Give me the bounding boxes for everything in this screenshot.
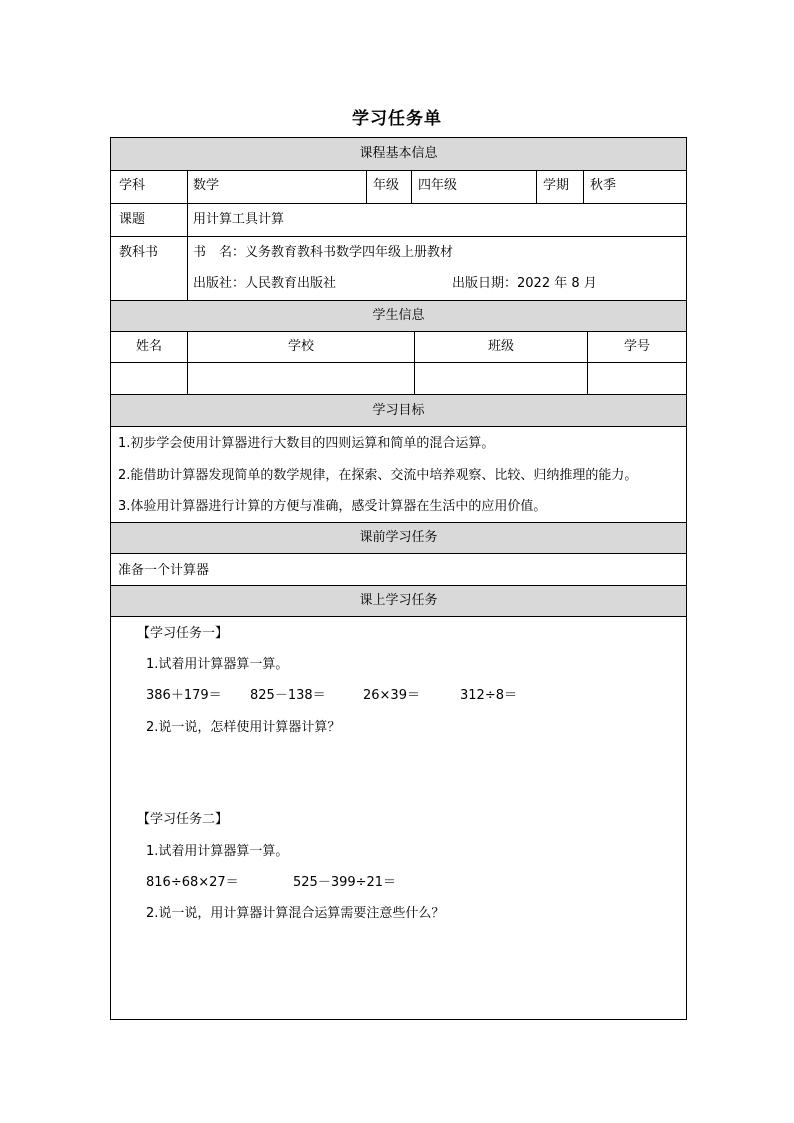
- student-id-input[interactable]: [588, 363, 686, 394]
- subject-label: 学科: [119, 178, 146, 193]
- task2-expression: 816÷68×27＝: [146, 875, 239, 890]
- textbook-label: 教科书: [119, 245, 159, 260]
- task1-question2: 2.说一说，怎样使用计算器计算？: [146, 720, 341, 735]
- goal-item: 2.能借助计算器发现简单的数学规律，在探索、交流中培养观察、比较、归纳推理的能力。: [118, 468, 638, 483]
- pre-task-header: 课前学习任务: [111, 523, 686, 553]
- topic-label: 课题: [119, 212, 146, 227]
- topic-value: 用计算工具计算: [193, 212, 285, 227]
- goal-item: 3.体验用计算器进行计算的方便与准确，感受计算器在生活中的应用价值。: [118, 499, 547, 514]
- publisher: 出版社：人民教育出版社: [193, 276, 337, 291]
- student-name-input[interactable]: [111, 363, 187, 394]
- task2-title: 【学习任务二】: [137, 812, 229, 827]
- task1-expression: 312÷8＝: [460, 688, 517, 703]
- student-school-column: 学校: [287, 339, 314, 354]
- student-class-input[interactable]: [415, 363, 587, 394]
- goal-item: 1.初步学会使用计算器进行大数目的四则运算和简单的混合运算。: [118, 436, 495, 451]
- task1-expression: 26×39＝: [363, 688, 420, 703]
- term-value: 秋季: [590, 178, 617, 193]
- task1-title: 【学习任务一】: [137, 626, 229, 641]
- task1-question1: 1.试着用计算器算一算。: [146, 657, 289, 672]
- pre-task-content: 准备一个计算器: [118, 563, 210, 578]
- grade-value: 四年级: [418, 178, 458, 193]
- student-id-column: 学号: [623, 339, 650, 354]
- student-name-column: 姓名: [135, 339, 162, 354]
- course-info-header: 课程基本信息: [111, 138, 686, 170]
- student-info-header: 学生信息: [111, 301, 686, 331]
- goals-header: 学习目标: [111, 395, 686, 426]
- task2-question2: 2.说一说，用计算器计算混合运算需要注意些什么？: [146, 906, 445, 921]
- term-label: 学期: [543, 178, 570, 193]
- subject-value: 数学: [193, 178, 220, 193]
- student-class-column: 班级: [487, 339, 514, 354]
- task1-expression: 825－138＝: [250, 688, 326, 703]
- task-sheet-table: [110, 137, 687, 1020]
- task2-expression: 525－399÷21＝: [293, 875, 397, 890]
- book-name: 书 名：义务教育教科书数学四年级上册教材: [193, 245, 454, 260]
- student-school-input[interactable]: [188, 363, 414, 394]
- task1-expression: 386＋179＝: [146, 688, 222, 703]
- grade-label: 年级: [373, 178, 400, 193]
- page-title: 学习任务单: [352, 109, 442, 129]
- task2-question1: 1.试着用计算器算一算。: [146, 844, 289, 859]
- publish-date: 出版日期：2022 年 8 月: [452, 276, 597, 291]
- class-task-header: 课上学习任务: [111, 586, 686, 616]
